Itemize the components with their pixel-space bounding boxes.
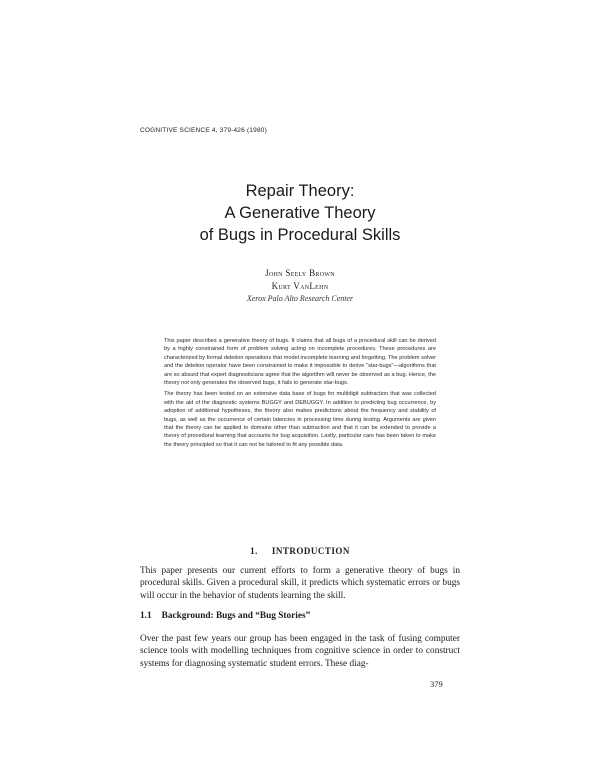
author-2: Kurt VanLehn bbox=[271, 280, 329, 291]
section-heading bbox=[0, 546, 600, 556]
author-list bbox=[0, 267, 600, 292]
journal-header: COGNITIVE SCIENCE 4, 379-426 (1980) bbox=[140, 127, 267, 134]
title-line-2: A Generative Theory bbox=[224, 204, 376, 222]
subsection-title: Background: Bugs and “Bug Stories” bbox=[161, 611, 311, 621]
paper-title bbox=[0, 180, 600, 246]
subsection-number: 1.1 bbox=[140, 611, 152, 621]
intro-paragraph: This paper presents our current efforts to form a generative theory of bugs in procedural skills. Given a procedural skill, it predicts which systematic errors or bugs will occur in the behavior of students learning the skill. bbox=[140, 566, 460, 601]
title-line-3: of Bugs in Procedural Skills bbox=[199, 226, 401, 244]
abstract-paragraph-1: This paper describes a generative theory of bugs. It claims that all bugs of a procedural skill can be derived by a highly constrained form of problem solving acting on incomplete procedures. These procedures are characterized by formal deletion operations that model incomplete learning and forgetting. The problem solver and the deletion operator have been constrained to make it impossible to derive "star-bugs"—algorithms that are so absurd that expert diagnosticians agree that the algorithm will never be observed as a bug. Hence, the theory not only generates the observed bugs, it fails to generate star-bugs. bbox=[164, 338, 436, 387]
affiliation: Xerox Palo Alto Research Center bbox=[246, 294, 354, 303]
abstract bbox=[164, 337, 436, 452]
section-title: INTRODUCTION bbox=[271, 546, 350, 556]
title-line-1: Repair Theory: bbox=[245, 182, 355, 200]
abstract-paragraph-2: The theory has been tested on an extensive data base of bugs for multidigit subtraction that was collected with the aid of the diagnostic systems BUGGY and DEBUGGY. In addition to predicting bug occurrence, by adoption of additional hypotheses, the theory also makes predictions about the frequency and stability of bugs, as well as the occurrence of certain latencies in processing time during testing. Arguments are given that the theory can be applied to domains other than subtraction and that it can be extended to provide a theory of procedural learning that accounts for bug acquisition. Lastly, particular care has been taken to make the theory principled so that it can not be tailored to fit any possible data. bbox=[164, 391, 436, 448]
subsection-heading bbox=[140, 611, 310, 621]
author-1: John Seely Brown bbox=[265, 268, 335, 278]
page-number: 379 bbox=[430, 679, 443, 689]
section-number: 1. bbox=[250, 546, 258, 556]
body-paragraph: Over the past few years our group has been engaged in the task of fusing computer science tools with modelling techniques from cognitive science in order to construct systems for diagnosing systematic student errors. These diag- bbox=[140, 634, 460, 669]
